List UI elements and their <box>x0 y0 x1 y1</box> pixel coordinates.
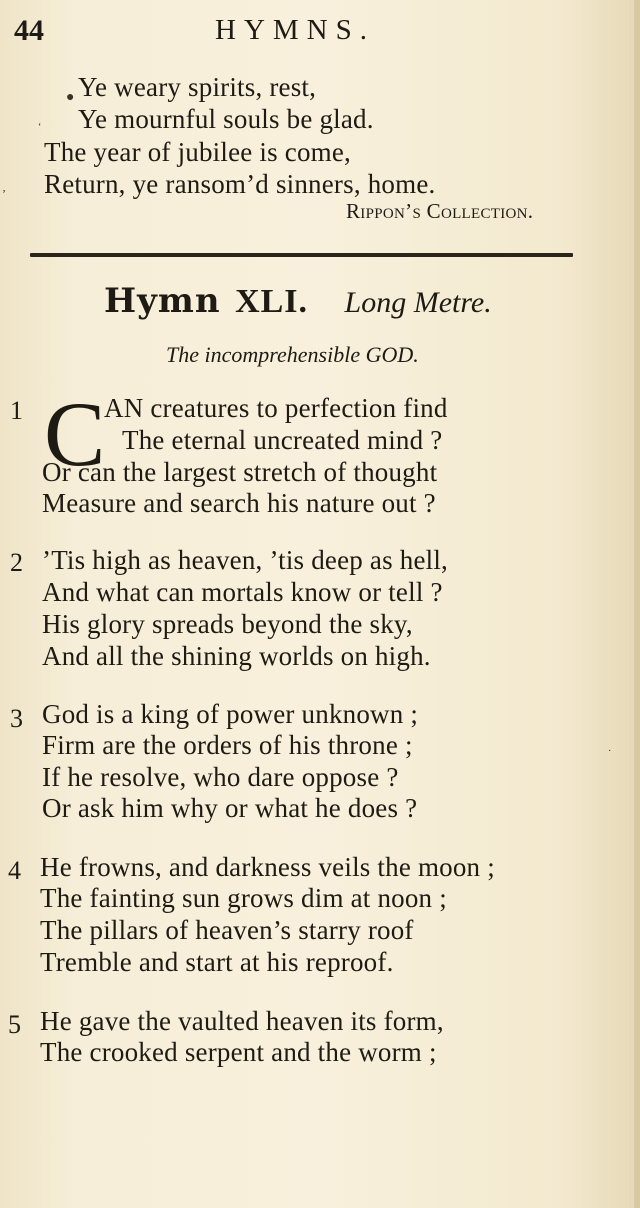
drop-cap: C <box>44 383 106 485</box>
section-rule <box>30 253 573 257</box>
running-title: HYMNS. <box>215 14 375 46</box>
hymn-subtitle: The incomprehensible GOD. <box>166 342 419 367</box>
verse-line: Measure and search his nature out ? <box>42 488 436 518</box>
page-edge <box>634 0 640 1208</box>
verse-line: ’Tis high as heaven, ’tis deep as hell, <box>42 545 448 575</box>
verse-line: Or can the largest stretch of thought <box>42 457 438 487</box>
verse-line: He gave the vaulted heaven its form, <box>40 1006 444 1036</box>
verse-line: The crooked serpent and the worm ; <box>40 1037 437 1067</box>
attribution: Rippon’s Collection. <box>346 199 534 223</box>
verse-line: He frowns, and darkness veils the moon ; <box>40 852 495 882</box>
verse-line: The fainting sun grows dim at noon ; <box>40 883 447 913</box>
verse-number: 3 <box>10 704 23 733</box>
prev-hymn-line: Ye weary spirits, rest, <box>78 72 317 102</box>
prev-hymn-line: Return, ye ransom’d sinners, home. <box>44 169 436 199</box>
verse-line: AN creatures to perfection find <box>104 393 448 423</box>
verse-number: 1 <box>10 396 23 425</box>
verse-line: His glory spreads beyond the sky, <box>42 609 413 639</box>
verse-line: God is a king of power unknown ; <box>42 699 419 729</box>
ink-mark: ‘ <box>38 122 42 133</box>
ink-mark: · <box>608 746 612 757</box>
verse-line: Or ask him why or what he does ? <box>42 793 418 823</box>
page-number: 44 <box>14 14 44 47</box>
verse-line: And all the shining worlds on high. <box>42 641 431 671</box>
verse-line: Tremble and start at his reproof. <box>40 947 394 977</box>
verse-number: 5 <box>8 1010 21 1039</box>
ink-mark: ● <box>66 90 75 105</box>
verse-line: And what can mortals know or tell ? <box>42 577 443 607</box>
verse-line: If he resolve, who dare oppose ? <box>42 762 399 792</box>
ink-mark: ‚ <box>2 180 6 194</box>
hymn-number: XLI. <box>235 283 309 320</box>
hymn-heading <box>104 281 492 321</box>
verse-line: The eternal uncreated mind ? <box>122 425 443 455</box>
prev-hymn-line: The year of jubilee is come, <box>44 137 351 167</box>
hymn-gothic-label: Hymn <box>104 281 221 321</box>
verse-number: 2 <box>10 548 23 577</box>
verse-line: Firm are the orders of his throne ; <box>42 730 413 760</box>
hymn-metre: Long Metre. <box>344 286 492 319</box>
verse-line: The pillars of heaven’s starry roof <box>40 915 414 945</box>
prev-hymn-line: Ye mournful souls be glad. <box>78 104 374 134</box>
verse-number: 4 <box>8 856 21 885</box>
page-edge-line <box>630 0 631 1208</box>
